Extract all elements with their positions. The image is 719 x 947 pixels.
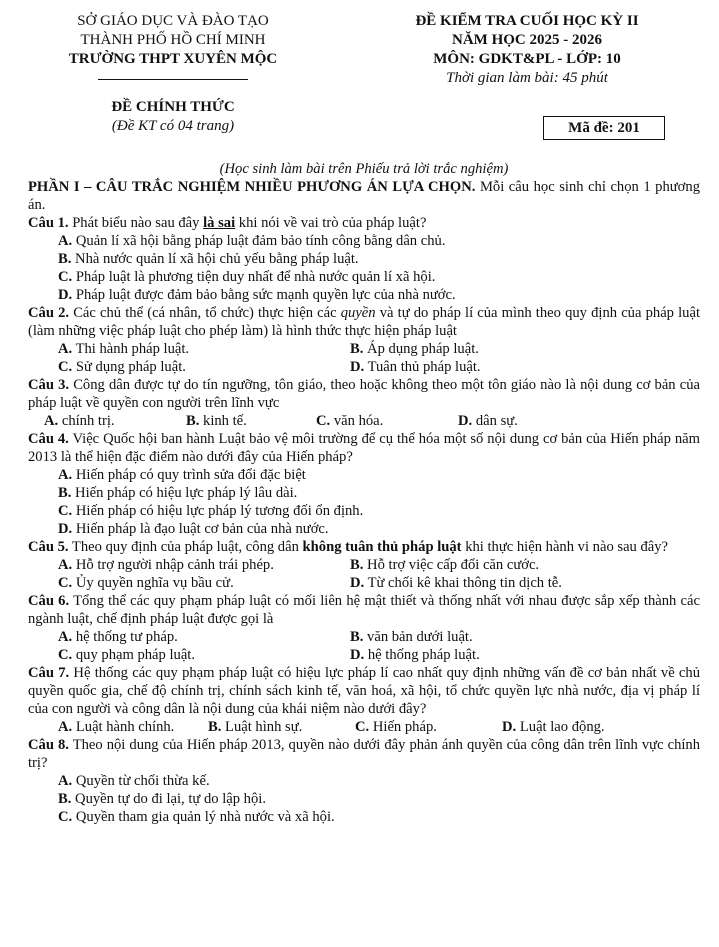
option-text: Luật hình sự. (221, 719, 303, 735)
question-text: Theo quy định của pháp luật, công dân (68, 539, 303, 555)
option-c (28, 808, 700, 826)
option-text: Hiến pháp là đạo luật cơ bản của nhà nước. (72, 521, 329, 537)
option-a (28, 466, 700, 484)
option-letter: C. (58, 269, 73, 285)
option-d (28, 520, 700, 538)
school-name: TRƯỜNG THPT XUYÊN MỘC (68, 51, 278, 67)
option-text: Hiến pháp có quy trình sửa đổi đặc biệt (72, 467, 306, 483)
question-text: Phát biểu nào sau đây (68, 215, 204, 231)
option-d (350, 646, 700, 664)
option-a (28, 772, 700, 790)
question-7 (28, 664, 700, 718)
page-count: (Đề KT có 04 trang) (111, 118, 235, 134)
header-divider (98, 79, 248, 80)
option-b (186, 412, 316, 430)
option-b (350, 556, 700, 574)
option-letter: B. (58, 791, 72, 807)
question-emphasis: quyền (340, 305, 376, 321)
option-c (58, 646, 350, 664)
question-number: Câu 6. (28, 593, 70, 609)
option-text: quy phạm pháp luật. (72, 647, 196, 663)
option-text: Thi hành pháp luật. (72, 341, 190, 357)
option-text: Hỗ trợ người nhập cảnh trái phép. (72, 557, 274, 573)
option-letter: A. (58, 629, 73, 645)
option-text: Hiến pháp có hiệu lực pháp lý lâu dài. (71, 485, 298, 501)
option-letter: C. (58, 503, 73, 519)
option-letter: C. (58, 647, 73, 663)
option-text: Hiến pháp. (369, 719, 437, 735)
option-letter: B. (208, 719, 222, 735)
option-letter: A. (58, 341, 73, 357)
options-q2 (28, 340, 700, 376)
header-left (28, 12, 318, 69)
question-text: Theo nội dung của Hiến pháp 2013, quyền nào dưới đây phản ánh quyền của công dân trên lĩnh vực chính trị? (28, 737, 701, 771)
question-text: Tổng thể các quy phạm pháp luật có mối liên hệ mật thiết và thống nhất với nhau được sắp xếp thành các ngành luật, chế định pháp luật được gọi là (28, 593, 700, 627)
question-number: Câu 7. (28, 665, 70, 681)
question-number: Câu 5. (28, 539, 69, 555)
option-letter: D. (350, 575, 365, 591)
option-a (58, 628, 350, 646)
option-a (44, 412, 186, 430)
option-letter: C. (58, 359, 73, 375)
option-d (350, 358, 700, 376)
option-letter: B. (350, 629, 364, 645)
question-number: Câu 2. (28, 305, 70, 321)
option-text: hệ thống pháp luật. (364, 647, 480, 663)
option-a (58, 718, 208, 736)
option-letter: C. (316, 413, 331, 429)
option-letter: C. (58, 809, 73, 825)
option-text: Ủy quyền nghĩa vụ bầu cử. (72, 575, 234, 591)
option-d (502, 718, 700, 736)
official-label: ĐỀ CHÍNH THỨC (111, 99, 235, 115)
option-b (350, 628, 700, 646)
option-text: Hiến pháp có hiệu lực pháp lý tương đối ổn định. (72, 503, 364, 519)
exam-code: Mã đề: 201 (543, 116, 665, 140)
question-number: Câu 4. (28, 431, 69, 447)
question-text: Hệ thống các quy phạm pháp luật có hiệu lực pháp lí cao nhất quy định những vấn đề cơ bản nhất về chủ quyền quốc gia, chế độ chính trị, chính sách kinh tế, văn hoá, xã hội, tổ chức quyền lực nhà nước, địa vị pháp lí của con người và công dân là nội dung của khái niệm nào dưới đây? (28, 665, 701, 717)
option-c (58, 358, 350, 376)
exam-title: ĐỀ KIỂM TRA CUỐI HỌC KỲ II (415, 13, 639, 29)
option-letter: A. (58, 233, 73, 249)
question-number: Câu 3. (28, 377, 70, 393)
option-letter: B. (350, 557, 364, 573)
option-letter: D. (458, 413, 473, 429)
option-c (58, 574, 350, 592)
option-c (28, 502, 700, 520)
question-text: khi thực hiện hành vi nào sau đây? (461, 539, 669, 555)
option-text: Nhà nước quản lí xã hội chủ yếu bằng pháp luật. (71, 251, 359, 267)
option-letter: D. (350, 359, 365, 375)
option-text: hệ thống tư pháp. (72, 629, 178, 645)
option-text: Quyền tham gia quản lý nhà nước và xã hội. (72, 809, 335, 825)
part-instruction: Mỗi câu học sinh chỉ chọn 1 phương án. (28, 179, 700, 213)
option-letter: B. (350, 341, 364, 357)
school-year: NĂM HỌC 2025 - 2026 (452, 32, 602, 48)
option-d (28, 286, 700, 304)
option-letter: B. (186, 413, 200, 429)
option-letter: D. (502, 719, 517, 735)
question-text: Việc Quốc hội ban hành Luật bảo vệ môi trường để cụ thể hóa một số nội dung cơ bản của Hiến pháp năm 2013 là thể hiện đặc điểm nào dưới đây của Hiến pháp? (28, 431, 700, 465)
option-letter: A. (58, 773, 73, 789)
option-text: Áp dụng pháp luật. (363, 341, 479, 357)
option-text: Tuân thủ pháp luật. (364, 359, 481, 375)
option-b (350, 340, 700, 358)
part-heading (28, 178, 700, 214)
option-letter: A. (58, 557, 73, 573)
question-4 (28, 430, 700, 466)
option-c (355, 718, 502, 736)
question-text: khi nói về vai trò của pháp luật? (235, 215, 427, 231)
option-text: Luật lao động. (516, 719, 605, 735)
option-b (28, 790, 700, 808)
question-6 (28, 592, 700, 628)
option-text: dân sự. (472, 413, 518, 429)
subject-grade: MÔN: GDKT&PL - LỚP: 10 (433, 51, 621, 67)
options-q6 (28, 628, 700, 664)
question-8 (28, 736, 700, 772)
question-number: Câu 8. (28, 737, 69, 753)
option-text: Pháp luật là phương tiện duy nhất để nhà nước quản lí xã hội. (72, 269, 436, 285)
option-text: Luật hành chính. (72, 719, 175, 735)
options-q7 (28, 718, 700, 736)
question-emphasis: không tuân thủ pháp luật (302, 539, 462, 555)
header-right (362, 12, 692, 88)
option-text: văn hóa. (330, 413, 384, 429)
option-text: Sử dụng pháp luật. (72, 359, 186, 375)
option-letter: C. (58, 575, 73, 591)
option-b (28, 484, 700, 502)
question-2 (28, 304, 700, 340)
answer-sheet-note: (Học sinh làm bài trên Phiếu trả lời trắc nghiệm) (219, 161, 509, 177)
option-letter: A. (58, 467, 73, 483)
option-text: kinh tế. (199, 413, 247, 429)
official-block (28, 98, 318, 136)
option-letter: B. (58, 251, 72, 267)
option-text: Quyền từ chối thừa kế. (72, 773, 210, 789)
option-text: Từ chối kê khai thông tin dịch tễ. (364, 575, 562, 591)
option-text: Pháp luật được đảm bảo bằng sức mạnh quyền lực của nhà nước. (72, 287, 456, 303)
options-q5 (28, 556, 700, 592)
question-number: Câu 1. (28, 215, 69, 231)
option-a (28, 232, 700, 250)
exam-content (28, 160, 700, 826)
option-letter: C. (355, 719, 370, 735)
option-c (28, 268, 700, 286)
option-a (58, 556, 350, 574)
option-letter: D. (58, 287, 73, 303)
question-3 (28, 376, 700, 412)
question-1 (28, 214, 700, 232)
options-q3 (28, 412, 700, 430)
option-a (58, 340, 350, 358)
question-emphasis: là sai (203, 215, 236, 231)
question-text: và tự do pháp lí của mình theo quy định của pháp luật (làm những việc pháp luật cho phép làm) là hình thức thực hiện pháp luật (28, 305, 700, 339)
option-d (350, 574, 700, 592)
option-c (316, 412, 458, 430)
option-letter: D. (350, 647, 365, 663)
option-b (28, 250, 700, 268)
time-limit: Thời gian làm bài: 45 phút (446, 70, 608, 86)
option-text: Quản lí xã hội bằng pháp luật đảm bảo tính công bằng dân chủ. (72, 233, 446, 249)
question-text: Công dân được tự do tín ngưỡng, tôn giáo, theo hoặc không theo một tôn giáo nào là nội dung cơ bản của pháp luật về quyền con người trên lĩnh vực (28, 377, 700, 411)
option-text: Quyền tự do đi lại, tự do lập hội. (71, 791, 266, 807)
option-letter: D. (58, 521, 73, 537)
option-text: văn bản dưới luật. (363, 629, 473, 645)
option-letter: B. (58, 485, 72, 501)
option-letter: A. (44, 413, 59, 429)
question-text: Các chủ thể (cá nhân, tổ chức) thực hiện các (69, 305, 341, 321)
option-b (208, 718, 355, 736)
question-5 (28, 538, 700, 556)
option-letter: A. (58, 719, 73, 735)
part-title: PHẦN I – CÂU TRẮC NGHIỆM NHIỀU PHƯƠNG ÁN LỰA CHỌN. (28, 179, 476, 195)
option-text: Hỗ trợ việc cấp đổi căn cước. (363, 557, 540, 573)
option-d (458, 412, 700, 430)
department-name: SỞ GIÁO DỤC VÀ ĐÀO TẠO (77, 13, 269, 29)
option-text: chính trị. (58, 413, 115, 429)
city-name: THÀNH PHỐ HỒ CHÍ MINH (80, 32, 266, 48)
